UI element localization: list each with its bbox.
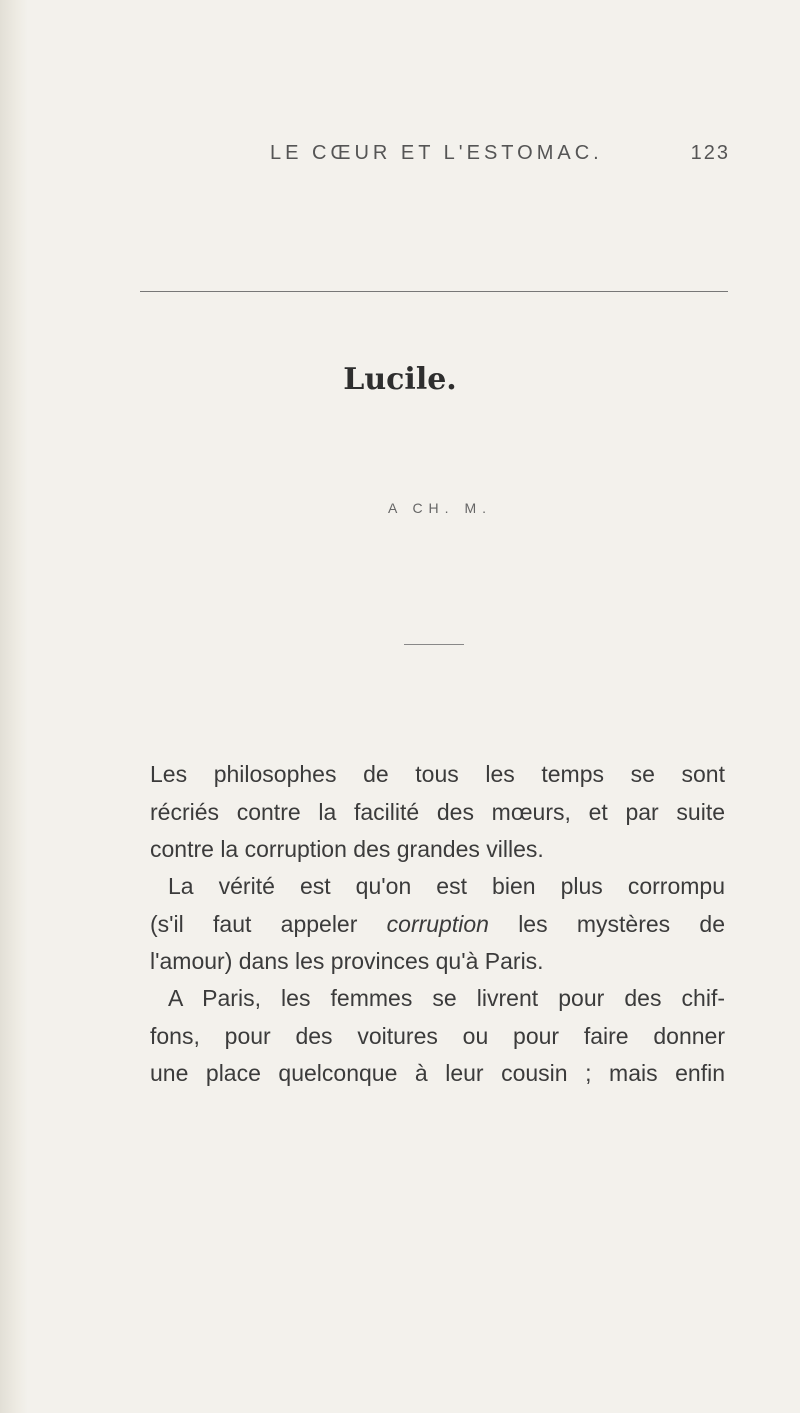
text-fragment: les mystères de <box>488 910 726 937</box>
section-title: Lucile. <box>343 362 457 397</box>
page-edge-shadow <box>0 0 28 1413</box>
text-line: fons, pour des voitures ou pour faire donner <box>150 1022 725 1049</box>
section-divider <box>404 644 464 645</box>
text-line: A Paris, les femmes se livrent pour des chif- <box>168 985 725 1011</box>
emphasized-word: corruption <box>386 910 489 937</box>
text-line: récriés contre la facilité des mœurs, et par suite <box>150 798 725 825</box>
text-fragment: (s'il faut appeler <box>150 910 387 937</box>
text-line: une place quelconque à leur cousin ; mais enfin <box>150 1060 725 1086</box>
running-head <box>270 142 730 172</box>
page-number: 123 <box>690 142 730 164</box>
text-line-with-emphasis <box>150 906 725 944</box>
text-line: contre la corruption des grandes villes. <box>150 836 544 862</box>
text-line: La vérité est qu'on est bien plus corrompu <box>168 873 725 899</box>
paragraph-3 <box>150 980 725 1093</box>
dedication: A CH. M. <box>387 500 492 516</box>
header-rule <box>140 291 728 292</box>
text-line: l'amour) dans les provinces qu'à Paris. <box>150 948 544 974</box>
paragraph-2 <box>150 868 725 981</box>
running-head-title: LE CŒUR ET L'ESTOMAC. <box>270 142 603 164</box>
text-line: Les philosophes de tous les temps se sont <box>150 761 725 787</box>
paragraph-1 <box>150 756 725 869</box>
